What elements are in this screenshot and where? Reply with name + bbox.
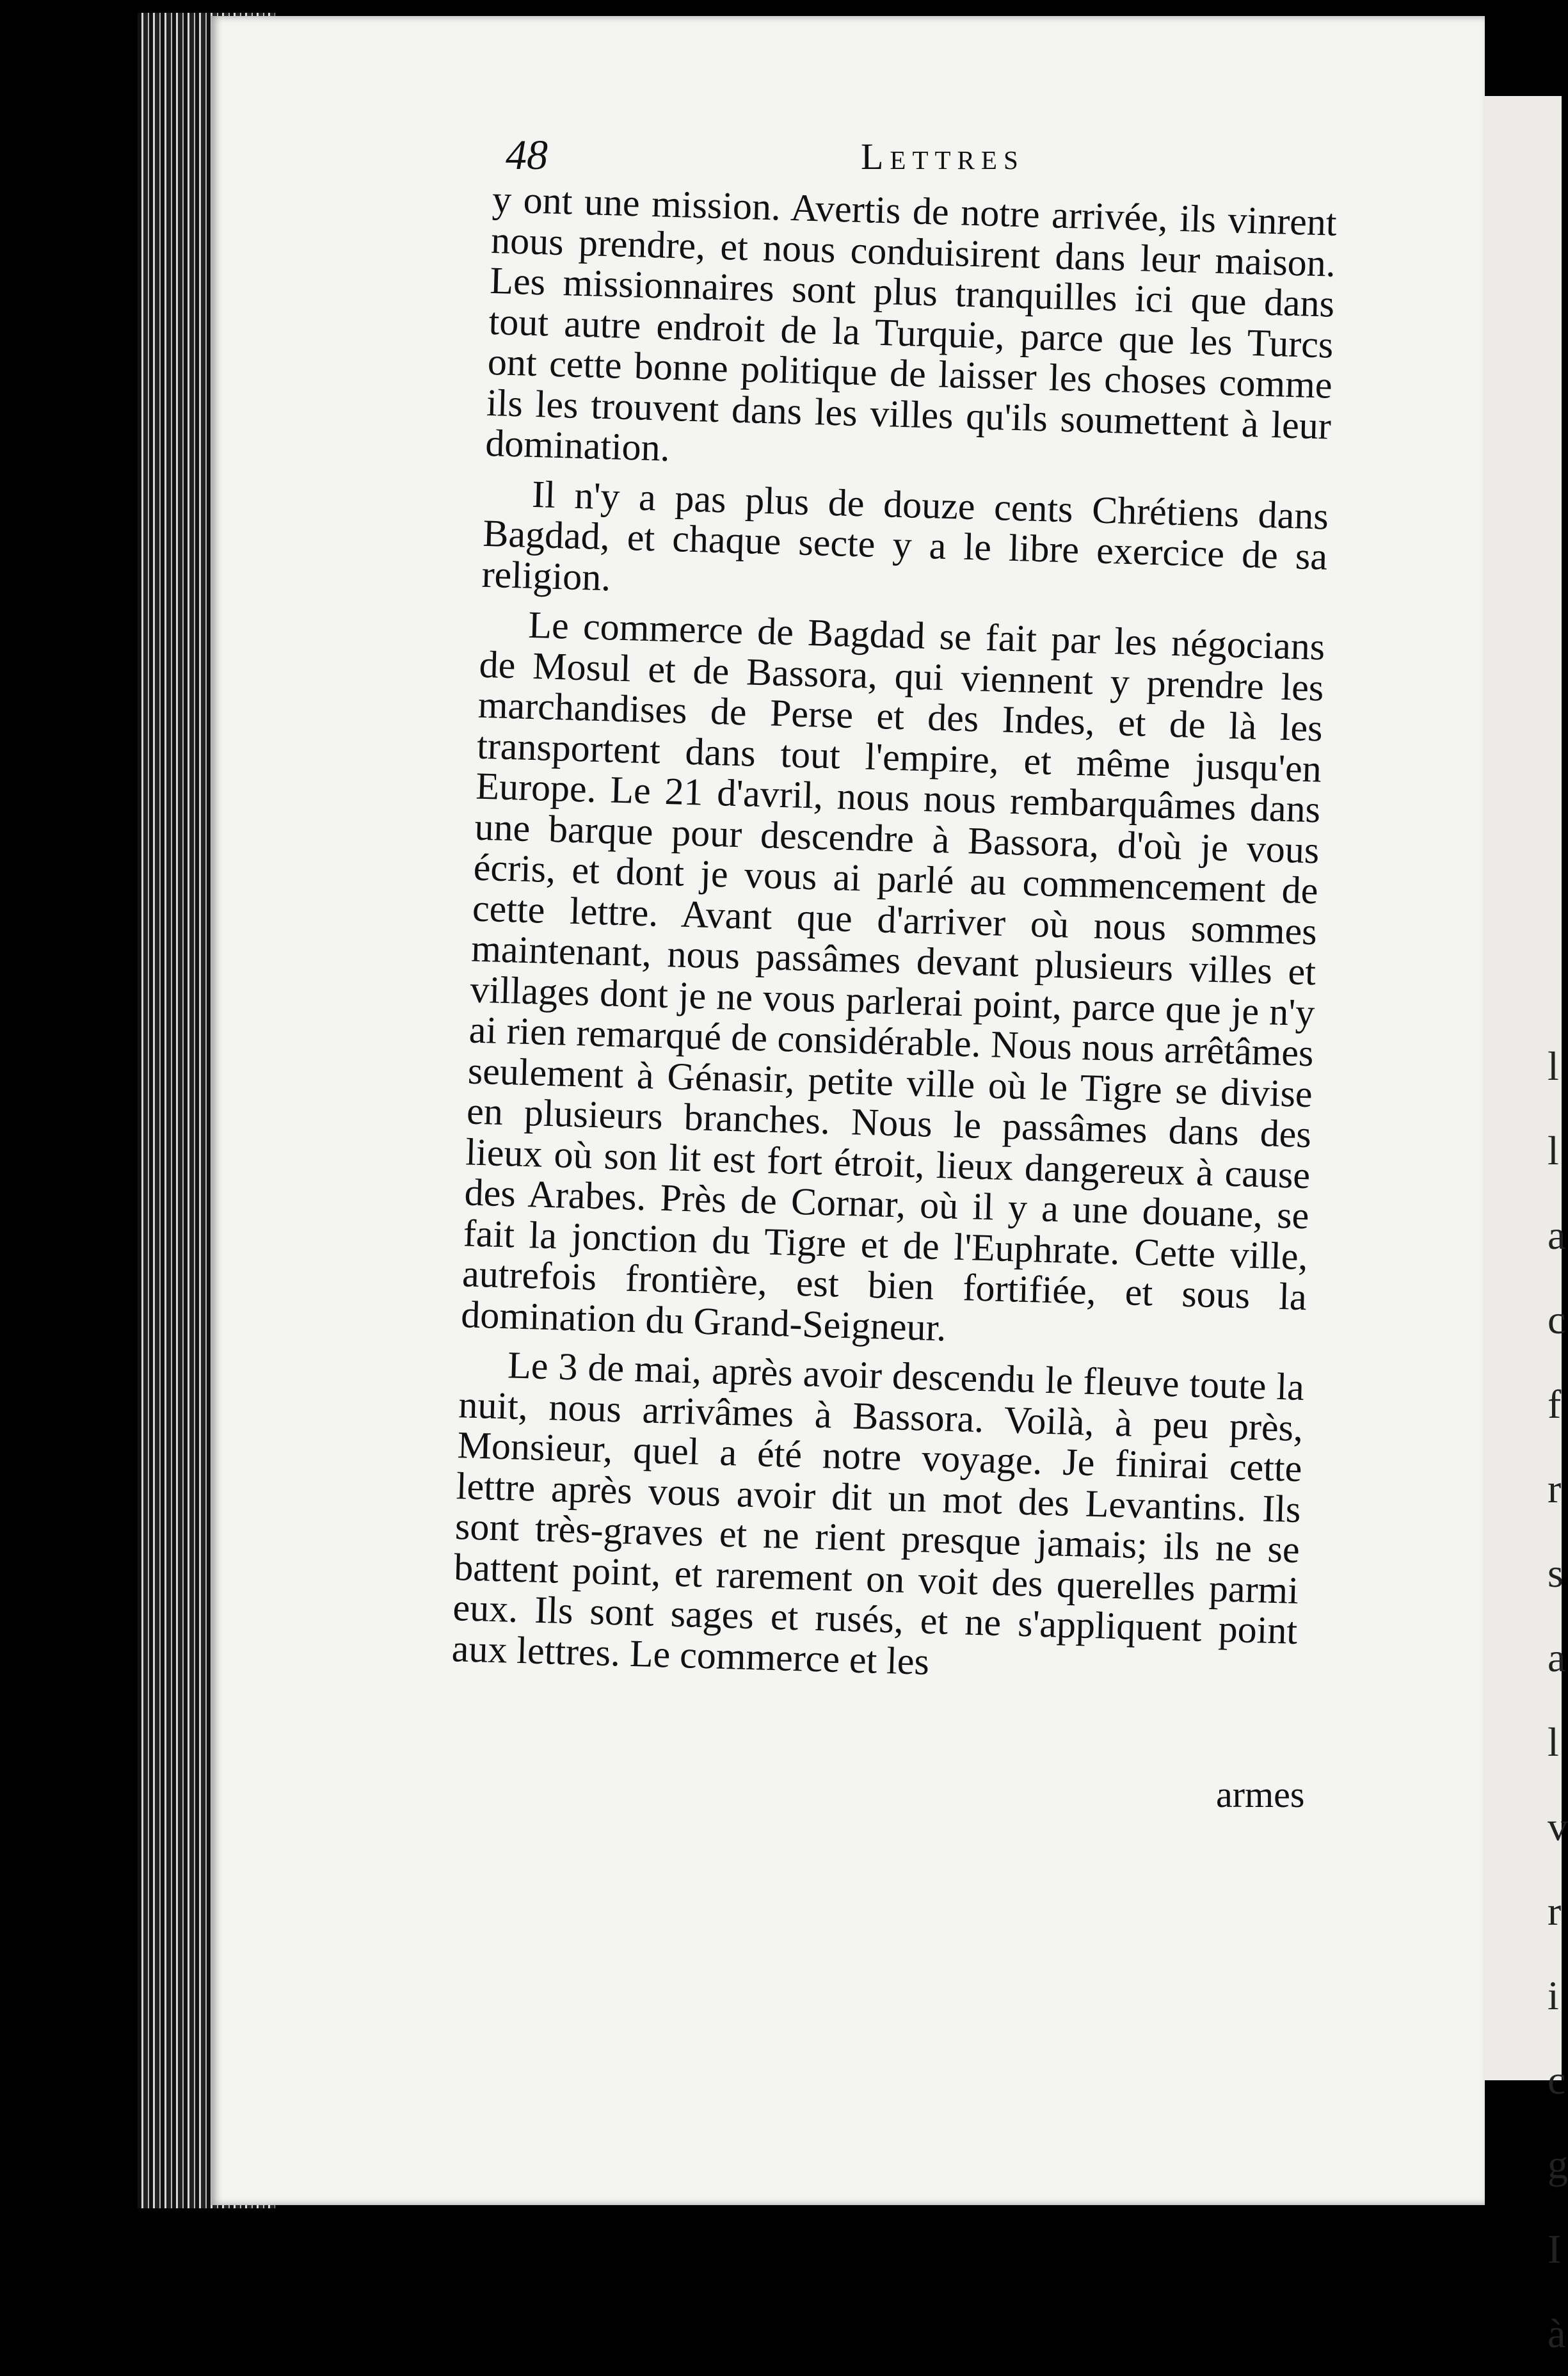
running-title: Lettres bbox=[861, 136, 1025, 177]
paragraph: Le commerce de Bagdad se fait par les négocians de Mosul et de Bassora, qui viennent y prendre les marchandises de Perse et des Indes, et de là les transportent dans tout l'empire, et même jusqu'en Europe. Le 21 d'avril, nous nous rembarquâmes dans une barque pour descendre à Bassora, d'où je vous écris, et dont je vous ai parlé au commencement de cette lettre. Avant que d'arriver où nous sommes maintenant, nous passâmes devant plusieurs villes et villages dont je ne vous parlerai point, parce que je n'y ai rien remarqué de considérable. Nous nous arrêtâmes seulement à Génasir, petite ville où le Tigre se divise en plusieurs branches. Nous le passâmes dans des lieux où son lit est fort étroit, lieux dangereux à cause des Arabes. Près de Cornar, où il y a une douane, se fait la jonction du Tigre et de l'Euphrate. Cette ville, autrefois frontière, est bien fortifiée, et sous la domination du Grand-Seigneur. bbox=[460, 603, 1326, 1349]
catchword: armes bbox=[1216, 1774, 1305, 1815]
paragraph: Le 3 de mai, après avoir descendu le fleuve toute la nuit, nous arrivâmes à Bassora. Voilà, à peu près, Monsieur, quel a été notre voyage. Je finirai cette lettre après vous avoir dit un mot des Levantins. Ils sont très-graves et ne rient presque jamais; ils ne se battent point, et rarement on voit des querelles parmi eux. Ils sont sages et rusés, et ne s'appliquent point aux lettres. Le commerce et les bbox=[451, 1344, 1305, 1683]
body-text bbox=[451, 179, 1337, 1692]
paragraph: Il n'y a pas plus de douze cents Chrétiens dans Bagdad, et chaque secte y a le libre exercice de sa religion. bbox=[481, 472, 1329, 598]
paragraph: y ont une mission. Avertis de notre arrivée, ils vinrent nous prendre, et nous conduisirent dans leur maison. Les missionnaires sont plus tranquilles ici que dans tout autre endroit de la Turquie, parce que les Turcs ont cette bonne politique de laisser les choses comme ils les trouvent dans les villes qu'ils soumettent à leur domination. bbox=[484, 178, 1338, 469]
page-number: 48 bbox=[506, 132, 548, 179]
facing-page-letters: l l a c f r s a l v r i c g I à bbox=[1548, 1043, 1568, 2356]
